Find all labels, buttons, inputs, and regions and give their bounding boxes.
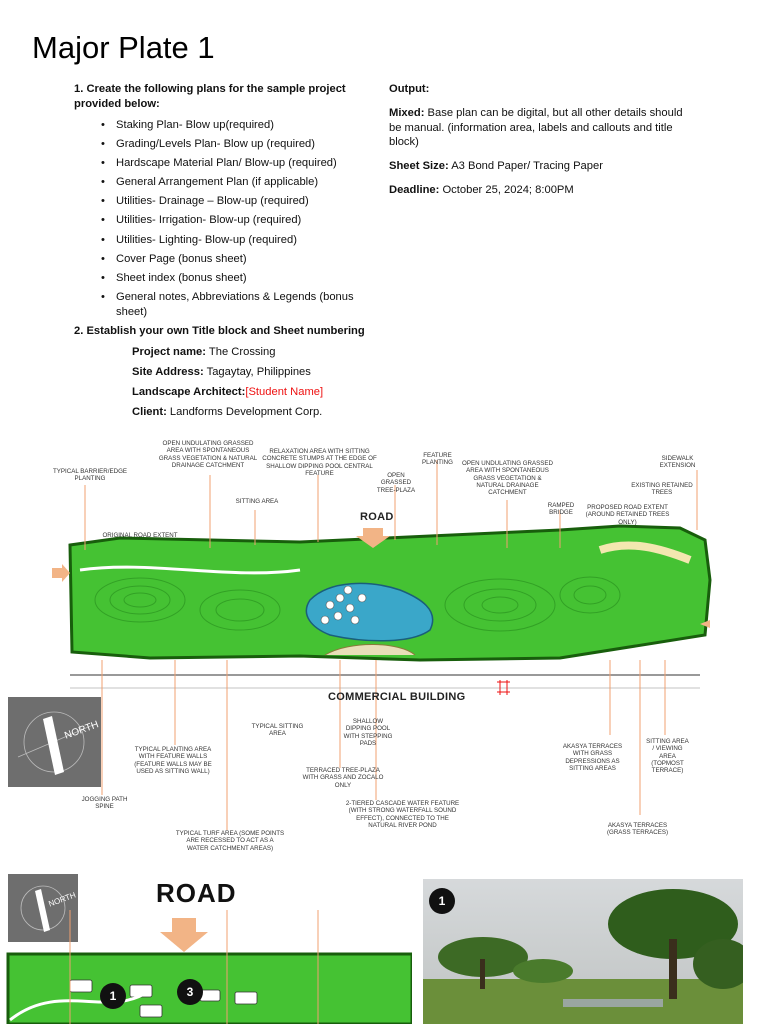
callout-existing-trees: EXISTING RETAINED TREES [631,482,693,497]
section1-heading: 1. Create the following plans for the sample project provided below: [74,83,346,110]
commercial-building-label: COMMERCIAL BUILDING [328,691,466,703]
sheet-size-row [389,159,689,174]
callout-open-undulating-2: OPEN UNDULATING GRASSED AREA WITH SPONTANEOUS GRASS VEGETATION & NATURAL DRAINAGE CATCHMENT [462,460,553,497]
callout-akasya-terraces-2: AKASYA TERRACES (GRASS TERRACES) [606,822,669,837]
plan-list [74,118,374,320]
list-item: • General notes, Abbreviations & Legends (bonus sheet) [116,290,374,320]
requirements-column [74,82,374,425]
entry-arrow-left [52,564,70,582]
blowup-grass [8,954,412,1024]
project-name-label: Project name: [132,345,206,358]
output-heading [389,82,689,97]
list-item: • Utilities- Irrigation- Blow-up (required) [116,213,374,228]
client-name: Landforms Development Corp. [169,405,323,418]
mixed-label: Mixed: [389,106,425,119]
scale-mark [497,680,510,695]
site-address-label: Site Address: [132,365,204,378]
callout-ramped-bridge: RAMPED BRIDGE [547,502,575,517]
callout-sitting-viewing: SITTING AREA / VIEWING AREA (TOPMOST TERRACE) [646,738,689,775]
deadline-label: Deadline: [389,183,440,196]
project-info [132,345,374,420]
sheet-size-label: Sheet Size: [389,160,449,173]
north-arrow [8,697,101,787]
deadline-text: October 25, 2024; 8:00PM [442,183,574,196]
list-item: • Hardscape Material Plan/ Blow-up (required) [116,156,374,171]
list-item: • General Arrangement Plan (if applicable) [116,175,374,190]
architect-label: Landscape Architect: [132,385,246,398]
north-label: NORTH [47,890,77,909]
callout-sitting-area: SITTING AREA [235,498,279,505]
callout-relaxation: RELAXATION AREA WITH SITTING CONCRETE STUMPS AT THE EDGE OF SHALLOW DIPPING POOL CENTRAL FEATURE [262,448,377,477]
callout-shallow-pool: SHALLOW DIPPING POOL WITH STEPPING PADS [343,718,393,747]
north-arrow-icon [8,697,101,787]
page-title: Major Plate 1 [32,30,215,65]
site-photo [423,879,743,1024]
project-name-row [132,345,374,360]
callout-proposed-road: PROPOSED ROAD EXTENT (AROUND RETAINED TREES ONLY) [585,504,670,526]
callout-cascade: 2-TIERED CASCADE WATER FEATURE (WITH STRONG WATERFALL SOUND EFFECT), CONNECTED TO THE NATURAL RIVER POND [345,800,460,829]
callout-open-grassed-plaza: OPEN GRASSED TREE-PLAZA [376,472,416,494]
deadline-row [389,183,689,198]
callout-jogging: JOGGING PATH SPINE [81,796,128,811]
callout-original-road: ORIGINAL ROAD EXTENT [102,532,178,539]
site-photo-image [423,879,743,1024]
callout-terraced-plaza: TERRACED TREE-PLAZA WITH GRASS AND ZOCALO ONLY [302,767,384,789]
list-item: • Utilities- Lighting- Blow-up (required) [116,233,374,248]
site-address-row [132,365,374,380]
output-heading-text: Output: [389,83,430,95]
blowup-badge-1: 1 [100,983,126,1009]
callout-open-undulating-1: OPEN UNDULATING GRASSED AREA WITH SPONTANEOUS GRASS VEGETATION & NATURAL DRAINAGE CATCHMENT [158,440,258,469]
site-address: Tagaytay, Philippines [206,365,311,378]
blowup-badge-3: 3 [177,979,203,1005]
sheet-size-text: A3 Bond Paper/ Tracing Paper [451,160,603,173]
road-label: ROAD [360,511,394,523]
section2-heading: 2. Establish your own Title block and Sheet numbering [74,325,365,338]
road-arrow [160,918,208,952]
callout-sidewalk: SIDEWALK EXTENSION [659,455,696,470]
site-plan [0,430,768,870]
callout-typical-turf: TYPICAL TURF AREA (SOME POINTS ARE RECESSED TO ACT AS A WATER CATCHMENT AREAS) [175,830,285,852]
callout-feature-planting: FEATURE PLANTING [422,452,453,467]
mixed-row [389,106,689,150]
blowup-plan [0,910,412,1024]
client-row [132,405,374,420]
north-label: NORTH [63,719,101,742]
callout-typical-planting: TYPICAL PLANTING AREA WITH FEATURE WALLS (FEATURE WALLS MAY BE USED AS SITTING WALL) [134,746,212,775]
callout-typical-sitting: TYPICAL SITTING AREA [251,723,304,738]
callout-typical-barrier: TYPICAL BARRIER/EDGE PLANTING [52,468,128,483]
client-label: Client: [132,405,167,418]
list-item: • Staking Plan- Blow up(required) [116,118,374,133]
list-item: • Cover Page (bonus sheet) [116,252,374,267]
architect-row [132,385,374,400]
project-name: The Crossing [208,345,276,358]
output-column [389,82,689,207]
list-item: • Sheet index (bonus sheet) [116,271,374,286]
list-item: • Grading/Levels Plan- Blow up (required) [116,137,374,152]
blowup-road-label: ROAD [156,878,237,908]
callout-akasya-terraces-1: AKASYA TERRACES WITH GRASS DEPRESSIONS AS SITTING AREAS [562,743,623,772]
photo-badge-1: 1 [429,888,455,914]
architect-name: [Student Name] [245,385,324,398]
list-item: • Utilities- Drainage – Blow-up (required) [116,194,374,209]
mixed-text: Base plan can be digital, but all other details should be manual. (information area, labels and callouts and title block) [389,106,683,149]
